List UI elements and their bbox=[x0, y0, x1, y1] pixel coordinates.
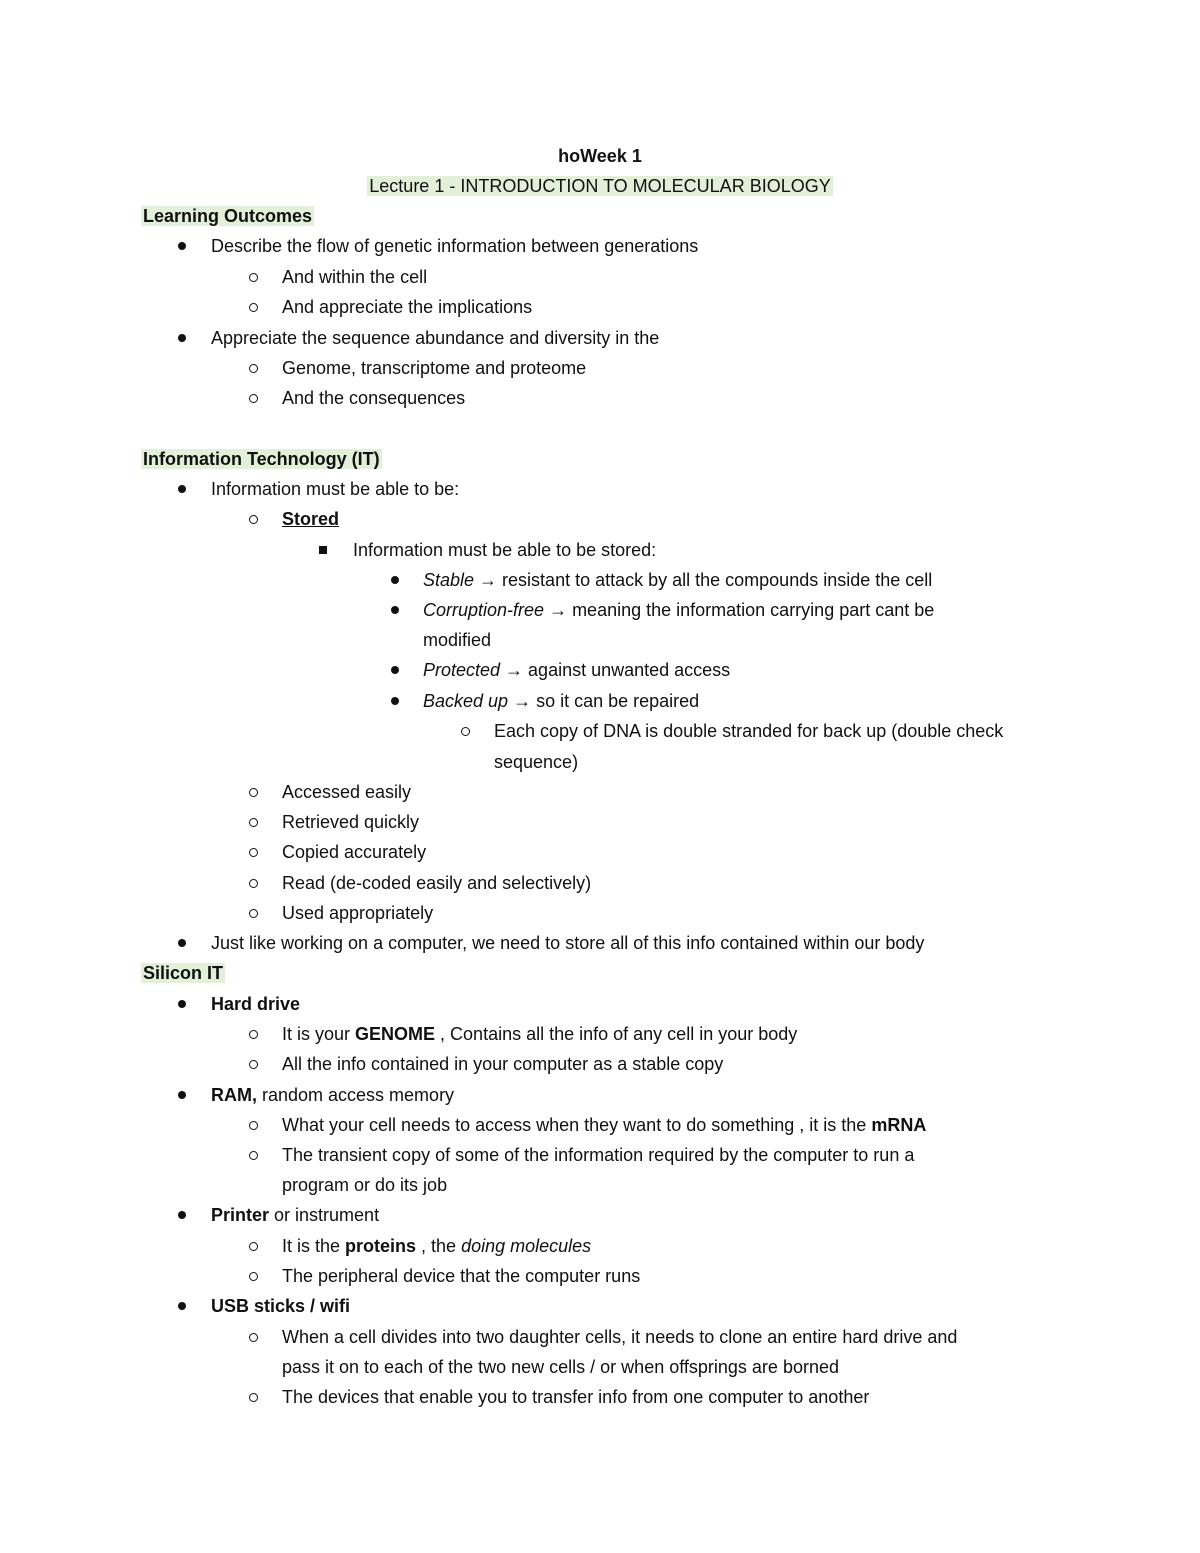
doc-title bbox=[0, 141, 1200, 171]
term-text: Stable bbox=[423, 570, 475, 590]
title-text: hoWeek 1 bbox=[558, 146, 642, 166]
bullet-circle-icon bbox=[243, 1382, 263, 1412]
text-part: It is the bbox=[282, 1236, 346, 1256]
text-part: , the bbox=[416, 1236, 462, 1256]
silicon-it-heading bbox=[141, 958, 225, 988]
term-text: Protected bbox=[423, 660, 501, 680]
item-text bbox=[423, 686, 699, 716]
bullet-dot-icon bbox=[172, 474, 192, 504]
item-text: The peripheral device that the computer runs bbox=[282, 1266, 641, 1286]
item-text: All the info contained in your computer as a stable copy bbox=[282, 1054, 724, 1074]
text-bold: mRNA bbox=[871, 1115, 927, 1135]
item-text: The transient copy of some of the information required by the computer to run a bbox=[282, 1145, 915, 1165]
item-text bbox=[423, 655, 730, 685]
desc-text: → resistant to attack by all the compounds inside the cell bbox=[474, 570, 933, 590]
bullet-circle-icon bbox=[243, 1231, 263, 1261]
bullet-dot-icon bbox=[172, 1200, 192, 1230]
bullet-dot-icon bbox=[385, 595, 405, 625]
bullet-dot-icon bbox=[385, 655, 405, 685]
bullet-dot-icon bbox=[172, 928, 192, 958]
bullet-circle-icon bbox=[243, 1140, 263, 1170]
bullet-circle-icon bbox=[243, 383, 263, 413]
item-text bbox=[282, 1110, 926, 1140]
item-text: Describe the flow of genetic information between generations bbox=[211, 236, 699, 256]
bullet-circle-icon bbox=[243, 1019, 263, 1049]
text-part: What your cell needs to access when they want to do something , it is the bbox=[282, 1115, 872, 1135]
text-part: , Contains all the info of any cell in your body bbox=[435, 1024, 798, 1044]
bullet-dot-icon bbox=[172, 231, 192, 261]
bullet-dot-icon bbox=[385, 565, 405, 595]
item-text: Copied accurately bbox=[282, 842, 427, 862]
item-text: modified bbox=[423, 630, 492, 650]
it-heading bbox=[141, 444, 382, 474]
bullet-dot-icon bbox=[172, 989, 192, 1019]
item-text: program or do its job bbox=[282, 1175, 448, 1195]
lecture-text: Lecture 1 - INTRODUCTION TO MOLECULAR BIOLOGY bbox=[369, 176, 831, 196]
desc-text: → meaning the information carrying part cant be bbox=[544, 600, 935, 620]
item-text bbox=[282, 1019, 797, 1049]
text-bold: GENOME bbox=[355, 1024, 436, 1044]
bullet-dot-icon bbox=[172, 323, 192, 353]
item-text: When a cell divides into two daughter cells, it needs to clone an entire hard drive and bbox=[282, 1327, 958, 1347]
text-part: or instrument bbox=[269, 1205, 380, 1225]
bullet-circle-icon bbox=[243, 898, 263, 928]
item-text: Information must be able to be: bbox=[211, 479, 460, 499]
item-text bbox=[211, 1080, 454, 1110]
bullet-dot-icon bbox=[172, 1291, 192, 1321]
item-text: Stored bbox=[282, 509, 340, 529]
learning-outcomes-heading bbox=[141, 201, 314, 231]
heading-text: Information Technology (IT) bbox=[143, 449, 380, 469]
item-text: pass it on to each of the two new cells / or when offsprings are borned bbox=[282, 1357, 839, 1377]
desc-text: → against unwanted access bbox=[500, 660, 731, 680]
bullet-dot-icon bbox=[385, 686, 405, 716]
bullet-circle-icon bbox=[243, 1049, 263, 1079]
text-part: random access memory bbox=[257, 1085, 455, 1105]
bullet-circle-icon bbox=[243, 868, 263, 898]
term-text: Corruption-free bbox=[423, 600, 545, 620]
item-text: Used appropriately bbox=[282, 903, 434, 923]
item-text bbox=[423, 565, 932, 595]
bullet-circle-icon bbox=[243, 837, 263, 867]
item-text: Genome, transcriptome and proteome bbox=[282, 358, 587, 378]
bullet-circle-icon bbox=[243, 292, 263, 322]
text-part: It is your bbox=[282, 1024, 356, 1044]
item-text: Accessed easily bbox=[282, 782, 412, 802]
item-text: USB sticks / wifi bbox=[211, 1296, 351, 1316]
text-italic: doing molecules bbox=[461, 1236, 592, 1256]
bullet-circle-icon bbox=[243, 1110, 263, 1140]
bullet-dot-icon bbox=[172, 1080, 192, 1110]
bullet-circle-icon bbox=[243, 807, 263, 837]
item-text: And appreciate the implications bbox=[282, 297, 533, 317]
item-text bbox=[423, 595, 934, 625]
item-text: Appreciate the sequence abundance and diversity in the bbox=[211, 328, 660, 348]
item-text: And within the cell bbox=[282, 267, 428, 287]
item-text: Hard drive bbox=[211, 994, 301, 1014]
heading-text: Silicon IT bbox=[143, 963, 224, 983]
item-text: Retrieved quickly bbox=[282, 812, 420, 832]
item-text: Each copy of DNA is double stranded for back up (double check bbox=[494, 721, 1004, 741]
bullet-circle-icon bbox=[243, 353, 263, 383]
text-bold: Printer bbox=[211, 1205, 270, 1225]
item-text: sequence) bbox=[494, 752, 579, 772]
desc-text: → so it can be repaired bbox=[508, 691, 700, 711]
item-text bbox=[282, 1231, 591, 1261]
item-text: Read (de-coded easily and selectively) bbox=[282, 873, 592, 893]
item-text: The devices that enable you to transfer info from one computer to another bbox=[282, 1387, 870, 1407]
lecture-title bbox=[0, 171, 1200, 201]
bullet-circle-icon bbox=[455, 716, 475, 746]
bullet-circle-icon bbox=[243, 1322, 263, 1352]
bullet-circle-icon bbox=[243, 504, 263, 534]
item-text bbox=[211, 1200, 379, 1230]
text-bold: RAM, bbox=[211, 1085, 257, 1105]
item-text: Information must be able to be stored: bbox=[353, 540, 657, 560]
bullet-circle-icon bbox=[243, 1261, 263, 1291]
heading-text: Learning Outcomes bbox=[143, 206, 313, 226]
bullet-square-icon bbox=[313, 535, 333, 565]
item-text: And the consequences bbox=[282, 388, 466, 408]
text-bold: proteins bbox=[345, 1236, 417, 1256]
term-text: Backed up bbox=[423, 691, 509, 711]
item-text: Just like working on a computer, we need to store all of this info contained within our body bbox=[211, 933, 925, 953]
bullet-circle-icon bbox=[243, 777, 263, 807]
bullet-circle-icon bbox=[243, 262, 263, 292]
